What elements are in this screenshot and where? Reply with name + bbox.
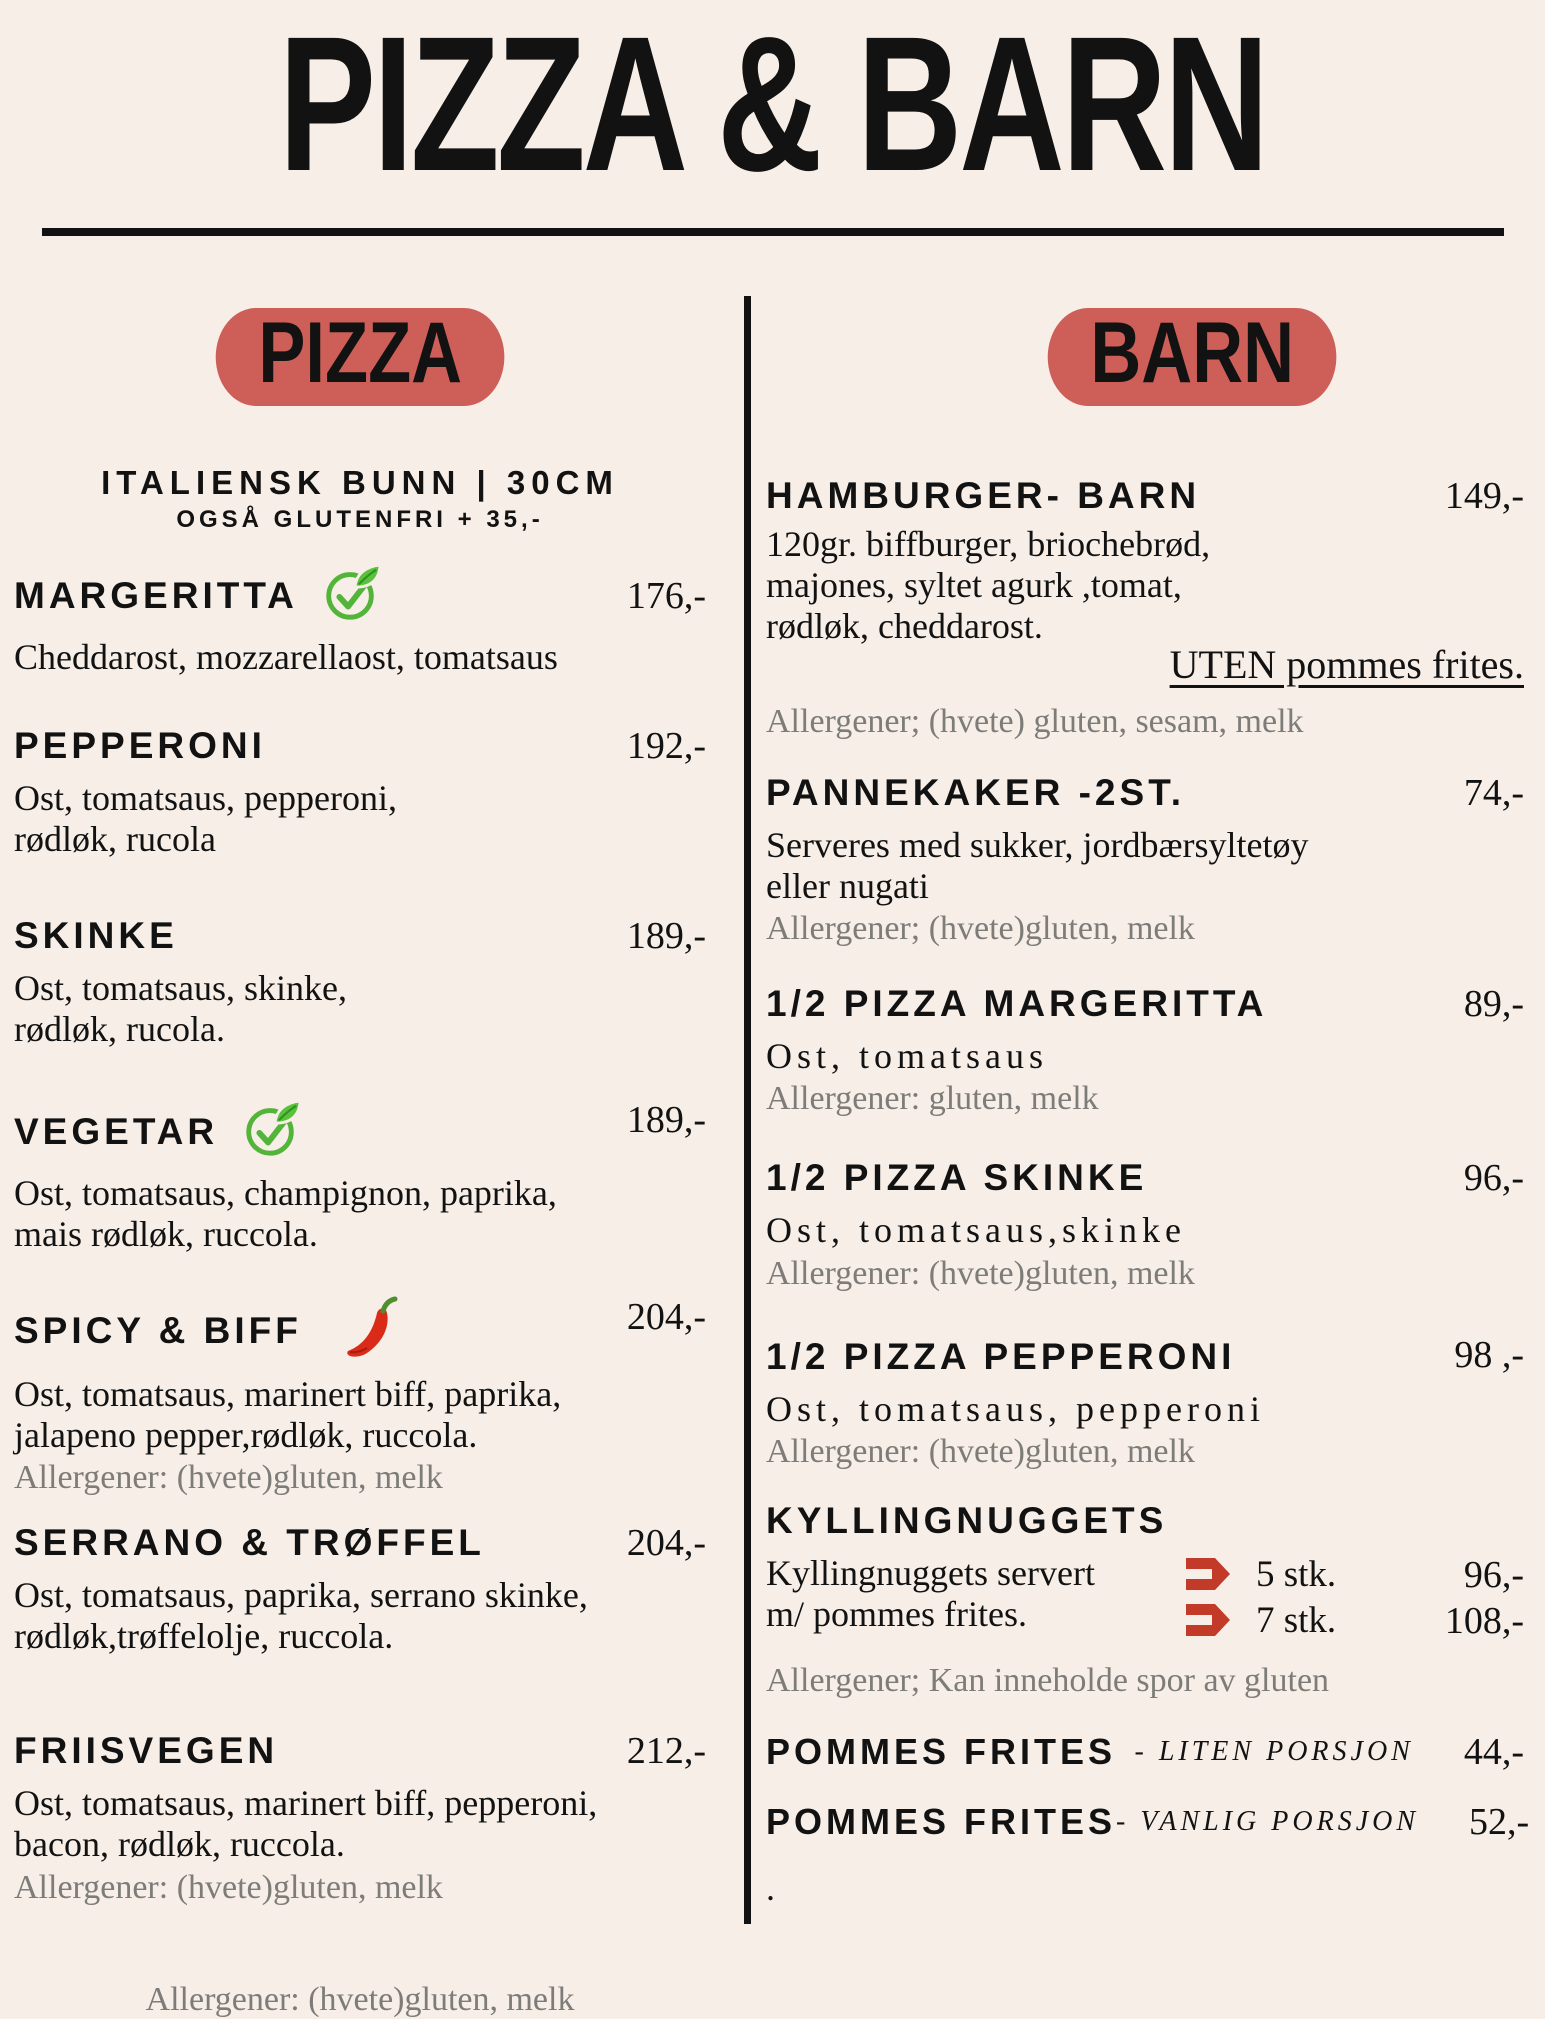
item-description: Cheddarost, mozzarellaost, tomatsaus <box>14 637 558 677</box>
page-title: PIZZA & BARN <box>278 0 1267 211</box>
glutenfree-note: OGSÅ GLUTENFRI + 35,- <box>176 506 544 533</box>
item-price: 44,- <box>1463 1730 1524 1773</box>
item-price: 89,- <box>1463 983 1524 1026</box>
no-fries-note: UTEN pommes frites. <box>1169 642 1524 688</box>
allergen-note: Allergener: gluten, melk <box>766 1080 1099 1118</box>
pizza-badge: PIZZA <box>216 308 505 406</box>
item-price: 149,- <box>1444 475 1524 517</box>
item-name: PANNEKAKER -2ST. <box>766 772 1185 814</box>
item-price: 204,- <box>626 1522 706 1565</box>
barn-badge: BARN <box>1048 308 1337 406</box>
menu-item-friisvegen <box>14 1727 706 1906</box>
item-price: 212,- <box>626 1730 706 1773</box>
menu-item-serrano-troffel <box>14 1519 706 1657</box>
pizza-column <box>8 290 720 2019</box>
item-name: 1/2 PIZZA MARGERITTA <box>766 983 1268 1025</box>
vegetarian-icon <box>240 1098 302 1165</box>
menu-item-kyllingnuggets <box>766 1497 1524 1700</box>
item-price: 96,- <box>1463 1157 1524 1200</box>
item-description: Ost, tomatsaus, pepperoni, rødløk, rucola <box>14 778 397 860</box>
item-name: SPICY & BIFF <box>14 1309 302 1351</box>
item-price: 108,- <box>1444 1599 1524 1642</box>
allergen-note: Allergener: (hvete)gluten, melk <box>766 1432 1195 1470</box>
item-name: FRIISVEGEN <box>14 1730 279 1772</box>
item-name: SKINKE <box>14 915 178 957</box>
item-name: KYLLINGNUGGETS <box>766 1499 1168 1541</box>
vegetarian-icon <box>320 562 382 629</box>
item-name: POMMES FRITES <box>766 1730 1117 1772</box>
item-name: 1/2 PIZZA PEPPERONI <box>766 1335 1236 1377</box>
menu-item-pepperoni <box>14 722 706 860</box>
menu-item-hamburger-barn <box>766 472 1524 741</box>
arrow-tag-icon <box>1186 1604 1230 1641</box>
menu-item-pannekaker <box>766 769 1524 948</box>
item-description: Ost, tomatsaus, marinert biff, pepperoni, bacon, rødløk, ruccola. <box>14 1783 598 1865</box>
item-price: 96,- <box>1463 1553 1524 1596</box>
chili-icon <box>342 1295 400 1366</box>
item-description: Ost, tomatsaus, pepperoni <box>766 1388 1265 1429</box>
menu-item-spicy-biff <box>14 1295 706 1497</box>
item-description: Ost, tomatsaus <box>766 1036 1048 1077</box>
item-description: Ost, tomatsaus, champignon, paprika, mais rødløk, ruccola. <box>14 1173 557 1255</box>
item-description: Ost, tomatsaus,skinke <box>766 1210 1186 1251</box>
stray-dot: . <box>766 1867 775 1908</box>
portion-label: - LITEN PORSJON <box>1134 1735 1414 1767</box>
nugget-qty: 7 stk. <box>1256 1600 1337 1642</box>
item-description: Ost, tomatsaus, marinert biff, paprika, jalapeno pepper,rødløk, ruccola. <box>14 1374 562 1456</box>
barn-column <box>766 290 1536 1906</box>
nugget-option-7 <box>1186 1599 1524 1643</box>
allergen-note: Allergener: (hvete)gluten, melk <box>14 1459 443 1497</box>
item-description: 120gr. biffburger, briochebrød, majones, syltet agurk ,tomat, rødløk, cheddarost. <box>766 524 1211 647</box>
nugget-option-5 <box>1186 1553 1524 1597</box>
menu-item-pommes-frites-vanlig <box>766 1800 1530 1844</box>
menu-item-skinke <box>14 912 706 1050</box>
column-divider <box>744 296 751 1924</box>
item-description: Ost, tomatsaus, skinke, rødløk, rucola. <box>14 968 347 1050</box>
menu-item-half-skinke <box>766 1154 1524 1292</box>
item-name: MARGERITTA <box>14 574 298 616</box>
item-price: 52,- <box>1469 1800 1530 1843</box>
item-name: VEGETAR <box>14 1110 219 1152</box>
allergen-note: Allergener; Kan inneholde spor av gluten <box>766 1661 1330 1699</box>
nugget-qty: 5 stk. <box>1256 1554 1337 1596</box>
footer-allergen-note: Allergener: (hvete)gluten, melk <box>145 1980 575 2018</box>
item-description: Kyllingnuggets servert m/ pommes frites. <box>766 1552 1095 1634</box>
item-description: Serveres med sukker, jordbærsyltetøy eller nugati <box>766 825 1309 907</box>
item-price: 176,- <box>626 574 706 617</box>
item-name: SERRANO & TRØFFEL <box>14 1522 485 1564</box>
item-name: POMMES FRITES <box>766 1800 1117 1842</box>
menu-item-pommes-frites-liten <box>766 1730 1524 1774</box>
allergen-note: Allergener: (hvete)gluten, melk <box>766 1254 1195 1292</box>
item-name: PEPPERONI <box>14 725 266 767</box>
allergen-note: Allergener: (hvete)gluten, melk <box>14 1868 443 1906</box>
allergen-note: Allergener; (hvete) gluten, sesam, melk <box>766 703 1304 741</box>
portion-label: - VANLIG PORSJON <box>1116 1805 1420 1837</box>
arrow-tag-icon <box>1186 1558 1230 1595</box>
item-price: 98 ,- <box>1454 1333 1524 1376</box>
item-price: 192,- <box>626 725 706 768</box>
item-price: 204,- <box>626 1296 706 1339</box>
item-price: 189,- <box>626 915 706 958</box>
item-name: HAMBURGER- BARN <box>766 475 1201 516</box>
title-underline <box>42 228 1504 236</box>
menu-item-half-pepperoni <box>766 1333 1524 1471</box>
item-description: Ost, tomatsaus, paprika, serrano skinke, rødløk,trøffelolje, ruccola. <box>14 1575 588 1657</box>
allergen-note: Allergener; (hvete)gluten, melk <box>766 910 1195 948</box>
item-name: 1/2 PIZZA SKINKE <box>766 1157 1148 1199</box>
item-price: 74,- <box>1463 772 1524 815</box>
item-price: 189,- <box>626 1099 706 1142</box>
nugget-options <box>1186 1553 1524 1645</box>
menu-item-margeritta <box>14 562 706 678</box>
menu-item-half-margeritta <box>766 980 1524 1118</box>
crust-note: ITALIENSK BUNN | 30CM <box>101 464 619 501</box>
menu-item-vegetar <box>14 1098 706 1255</box>
